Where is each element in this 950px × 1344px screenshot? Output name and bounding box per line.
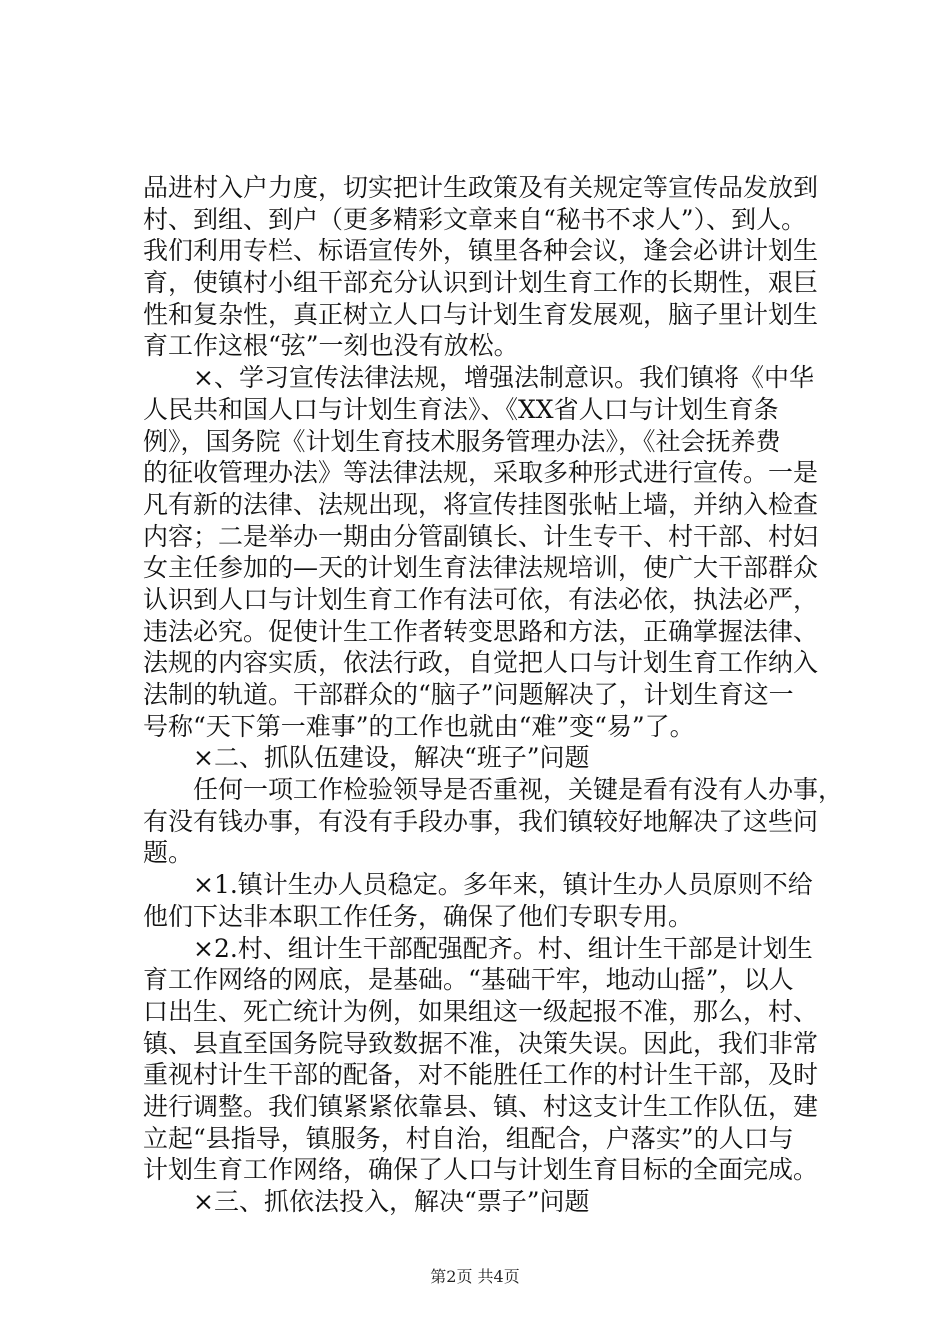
text-line: 法制的轨道。干部群众的“脑子”问题解决了，计划生育这一: [143, 680, 794, 709]
text-line: 计划生育工作网络，确保了人口与计划生育目标的全面完成。: [143, 1155, 819, 1185]
text-line: 育工作网络的网底，是基础。“基础干牢，地动山摇”，以人: [143, 965, 794, 995]
text-line: 有没有钱办事，有没有手段办事，我们镇较好地解决了这些问: [143, 806, 819, 836]
text-line: 凡有新的法律、法规出现，将宣传挂图张帖上墙，并纳入检查: [143, 489, 819, 519]
text-line: 法规的内容实质，依法行政，自觉把人口与计划生育工作纳入: [143, 648, 819, 678]
text-line: 号称“天下第一难事”的工作也就由“难”变“易”了。: [143, 711, 695, 741]
text-line: 镇、县直至国务院导致数据不准，决策失误。因此，我们非常: [143, 1028, 819, 1058]
text-line: 品进村入户力度，切实把计生政策及有关规定等宣传品发放到: [143, 173, 819, 202]
text-line: 口出生、死亡统计为例，如果组这一级起报不准，那么，村、: [143, 996, 819, 1026]
text-line: 女主任参加的—天的计划生育法律法规培训，使广大干部群众: [143, 553, 819, 583]
text-line: 内容；二是举办一期由分管副镇长、计生专干、村干部、村妇: [143, 521, 819, 551]
text-line: 重视村计生干部的配备，对不能胜任工作的村计生干部，及时: [143, 1060, 819, 1090]
text-line: ×、学习宣传法律法规，增强法制意识。我们镇将《中华: [143, 363, 814, 393]
text-line: 题。: [143, 838, 194, 868]
page-footer: 第2页 共4页: [430, 1267, 520, 1286]
text-line: 人民共和国人口与计划生育法》、《XX省人口与计划生育条: [143, 394, 779, 424]
text-line: 他们下达非本职工作任务，确保了他们专职专用。: [143, 901, 694, 931]
text-line: 任何一项工作检验领导是否重视，关键是看有没有人办事，: [143, 775, 844, 805]
text-line: 进行调整。我们镇紧紧依靠县、镇、村这支计生工作队伍，建: [143, 1091, 819, 1121]
text-line: 我们利用专栏、标语宣传外，镇里各种会议，逢会必讲计划生: [143, 236, 819, 266]
document-body: [143, 172, 843, 1218]
text-line: 育，使镇村小组干部充分认识到计划生育工作的长期性，艰巨: [143, 268, 819, 298]
text-line: 性和复杂性，真正树立人口与计划生育发展观，脑子里计划生: [143, 299, 819, 329]
text-line: ×1.镇计生办人员稳定。多年来，镇计生办人员原则不给: [143, 870, 813, 900]
text-line: 违法必究。促使计生工作者转变思路和方法，正确掌握法律、: [143, 616, 819, 646]
text-line: ×2.村、组计生干部配强配齐。村、组计生干部是计划生: [143, 933, 813, 963]
text-line: 村、到组、到户（更多精彩文章来自“秘书不求人”）、到人。: [143, 204, 807, 234]
text-line: ×三、抓依法投入，解决“票子”问题: [143, 1187, 590, 1216]
text-line: 例》，国务院《计划生育技术服务管理办法》，《社会抚养费: [143, 426, 781, 456]
text-line: 立起“县指导，镇服务，村自治，组配合，户落实”的人口与: [143, 1123, 794, 1153]
text-line: ×二、抓队伍建设，解决“班子”问题: [143, 743, 590, 773]
text-line: 育工作这根“弦”一刻也没有放松。: [143, 331, 519, 361]
text-line: 认识到人口与计划生育工作有法可依，有法必依，执法必严，: [143, 584, 819, 614]
text-line: 的征收管理办法》等法律法规，采取多种形式进行宣传。一是: [143, 458, 819, 488]
